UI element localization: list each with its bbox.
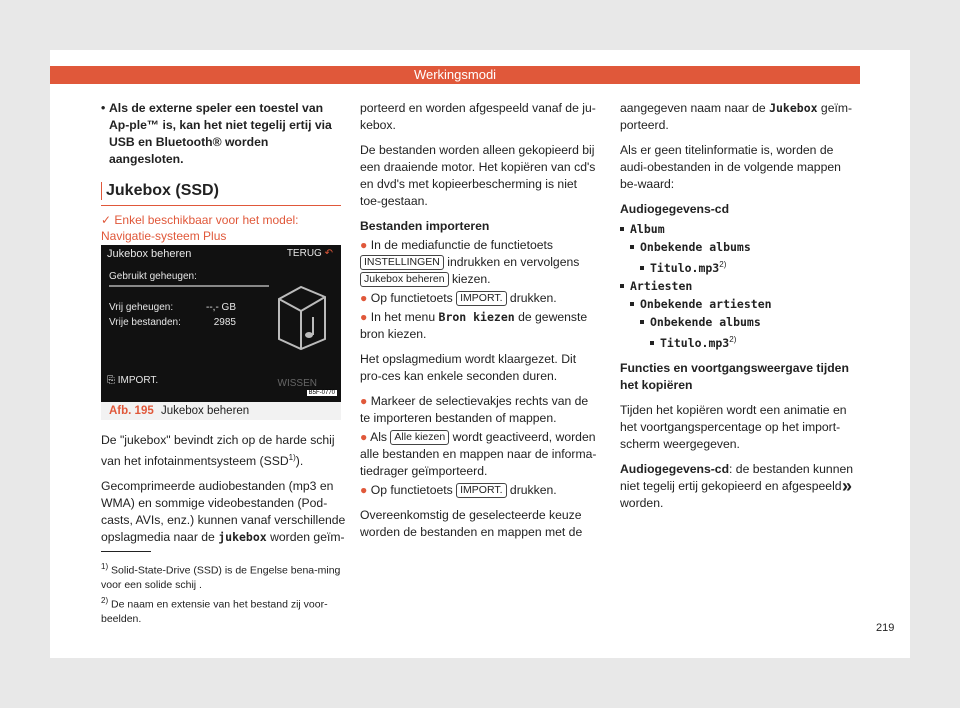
- figure-caption: Afb. 195 Jukebox beheren: [101, 402, 341, 420]
- paragraph: Overeenkomstig de geselecteerde keuze worden de bestanden en mappen met de: [360, 508, 583, 539]
- free-memory-label: Vrij geheugen:: [109, 302, 174, 313]
- check-icon: ✓: [101, 213, 112, 227]
- tree-item: [620, 277, 860, 295]
- step: ● Op functietoets IMPORT. drukken.: [360, 483, 557, 497]
- paragraph: Als er geen titelinformatie is, worden de audi-obestanden in de volgende mappen be-waard:: [620, 143, 841, 191]
- back-arrow-icon: ↶: [324, 248, 333, 259]
- bullet-square-icon: [640, 266, 644, 270]
- import-icon: ⎘: [107, 375, 115, 386]
- availability-note: ✓ Enkel beschikbaar voor het model: Navigatie-systeem Plus: [101, 213, 299, 243]
- footnote-ref: 2): [729, 335, 737, 345]
- tree-item-label: Onbekende albums: [640, 240, 751, 254]
- key-import: IMPORT.: [456, 483, 506, 498]
- tree-item-label: Album: [630, 222, 665, 236]
- tree-item-label: Titulo.mp3: [660, 336, 730, 351]
- step: ● In de mediafunctie de functietoets INSTELLINGEN indrukken en vervolgens Jukebox beheren kiezen.: [360, 238, 580, 286]
- paragraph: Audiogegevens-cd: de bestanden kunnen niet tegelij ertij gekopieerd en afgespeeld worden.: [620, 462, 854, 511]
- key-select-all: Alle kiezen: [390, 430, 449, 445]
- free-files-label: Vrije bestanden:: [109, 317, 181, 328]
- bullet-square-icon: [620, 227, 624, 231]
- column-1: [101, 100, 341, 176]
- paragraph: porteerd en worden afgespeeld vanaf de ju-kebox.: [360, 101, 596, 132]
- paragraph: Gecomprimeerde audiobestanden (mp3 en WMA) en sommige videobestanden (Pod-casts, AVIs, enz.) kunnen vanaf verschillende opslagmedia naar de jukebox worden geïm-: [101, 479, 346, 545]
- tree-item: [620, 331, 860, 352]
- figure-jukebox-screen: [101, 245, 341, 420]
- column-2: [360, 100, 600, 549]
- section-title: Jukebox (SSD): [106, 182, 219, 199]
- section-heading: [101, 182, 341, 244]
- used-memory-label: Gebruikt geheugen:: [109, 271, 197, 282]
- warning-note: • Als de externe speler een toestel van Ap-ple™ is, kan het niet tegelij ertij via USB en Bluetooth® worden aangesloten.: [101, 101, 332, 166]
- memory-bar: [109, 285, 269, 287]
- page-number: 219: [876, 622, 895, 634]
- subheading: Audiogegevens-cd: [620, 202, 730, 216]
- step: ● Markeer de selectievakjes rechts van de te importeren bestanden of mappen.: [360, 394, 589, 425]
- tree-item: [620, 256, 860, 277]
- bullet-square-icon: [640, 320, 644, 324]
- paragraph: De "jukebox" bevindt zich op de harde schij van het infotainmentsysteem (SSD$^{1)}$).: [101, 433, 335, 469]
- column-1-body: [101, 432, 346, 554]
- key-import: IMPORT.: [456, 291, 506, 306]
- footnote-2: $^{2)}$ De naam en extensie van het bestand zij voor-beelden.: [101, 596, 328, 625]
- tree-item: [620, 295, 860, 313]
- step: ● Als Alle kiezen wordt geactiveerd, worden alle bestanden en mappen naar de informa-tiedrager geïmporteerd.: [360, 430, 597, 478]
- paragraph: aangegeven naam naar de Jukebox geïm-porteerd.: [620, 101, 853, 132]
- bullet-square-icon: [650, 341, 654, 345]
- bullet-square-icon: [620, 284, 624, 288]
- tree-item: [620, 238, 860, 256]
- delete-button[interactable]: WISSEN: [277, 378, 317, 389]
- paragraph: Tijden het kopiëren wordt een animatie en het voortgangspercentage op het import-scherm weergegeven.: [620, 403, 847, 452]
- key-settings: INSTELLINGEN: [360, 255, 444, 270]
- folder-tree: [620, 220, 860, 352]
- figure-code: B5F-0770: [308, 390, 335, 396]
- footnote-1: $^{1)}$ Solid-State-Drive (SSD) is de Engelse bena-ming voor een solide schij .: [101, 562, 341, 591]
- tree-item: [620, 220, 860, 238]
- tree-item-label: Artiesten: [630, 279, 693, 294]
- import-button[interactable]: ⎘ IMPORT.: [107, 375, 159, 386]
- column-3: [620, 100, 860, 520]
- free-files-value: 2985: [213, 317, 236, 328]
- tree-item-label: Titulo.mp3: [650, 261, 720, 276]
- bullet-square-icon: [630, 245, 634, 249]
- paragraph: Het opslagmedium wordt klaargezet. Dit pro-ces kan enkele seconden duren.: [360, 352, 577, 383]
- continue-mark: »: [842, 476, 853, 496]
- page-header-title: Werkingsmodi: [413, 67, 497, 82]
- tree-item-label: Onbekende albums: [650, 315, 761, 330]
- section-rule: [101, 205, 341, 206]
- header-bar: [50, 66, 860, 84]
- footnote-ref: 2): [719, 260, 727, 269]
- subheading: Bestanden importeren: [360, 219, 490, 233]
- screen-title: Jukebox beheren: [107, 248, 192, 260]
- step: ● In het menu Bron kiezen de gewenste bron kiezen.: [360, 310, 588, 341]
- tree-item-label: Onbekende artiesten: [640, 297, 772, 312]
- bullet-square-icon: [630, 302, 634, 306]
- step: ● Op functietoets IMPORT. drukken.: [360, 291, 557, 305]
- key-manage-jukebox: Jukebox beheren: [360, 272, 449, 287]
- tree-item: [620, 313, 860, 331]
- back-button[interactable]: TERUG ↶: [286, 248, 333, 259]
- music-box-icon: [271, 277, 331, 353]
- footnote-rule: [101, 551, 151, 552]
- paragraph: De bestanden worden alleen gekopieerd bij een draaiende motor. Het kopiëren van cd's en dvd's met kopieerbescherming is niet toe-gestaan.: [360, 143, 596, 208]
- free-memory-value: --,- GB: [206, 302, 236, 313]
- subheading: Functies en voortgangsweergave tijden het kopiëren: [620, 361, 849, 393]
